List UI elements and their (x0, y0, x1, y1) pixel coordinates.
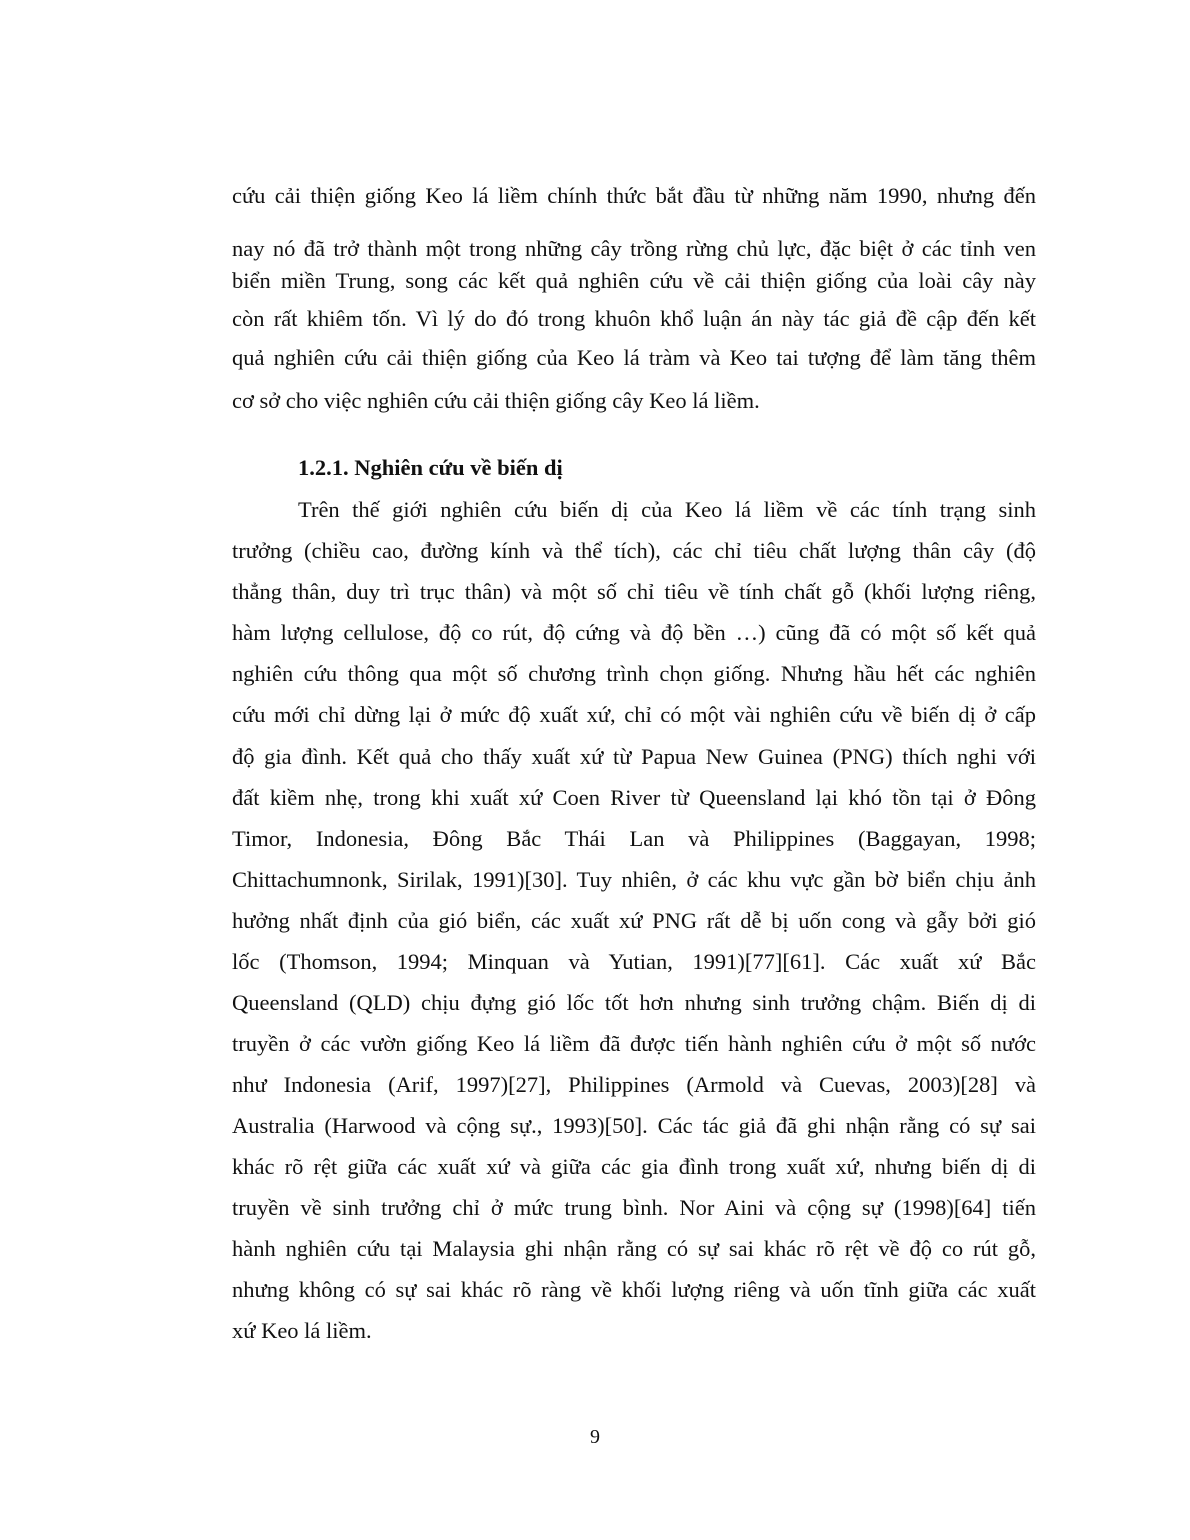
paragraph-line: khác rõ rệt giữa các xuất xứ và giữa các gia đình trong xuất xứ, nhưng biến dị di (232, 1154, 1036, 1179)
paragraph-line: lốc (Thomson, 1994; Minquan và Yutian, 1991)[77][61]. Các xuất xứ Bắc (232, 949, 1036, 974)
paragraph-line: cứu cải thiện giống Keo lá liềm chính thức bắt đầu từ những năm 1990, nhưng đến (232, 183, 1036, 208)
paragraph-line: quả nghiên cứu cải thiện giống của Keo lá tràm và Keo tai tượng để làm tăng thêm (232, 345, 1036, 370)
paragraph-line: xứ Keo lá liềm. (232, 1318, 372, 1343)
paragraph-line: nhưng không có sự sai khác rõ ràng về khối lượng riêng và uốn tĩnh giữa các xuất (232, 1277, 1036, 1302)
paragraph-line: Queensland (QLD) chịu đựng gió lốc tốt hơn nhưng sinh trưởng chậm. Biến dị di (232, 990, 1036, 1015)
paragraph-line: Australia (Harwood và cộng sự., 1993)[50]. Các tác giả đã ghi nhận rằng có sự sai (232, 1113, 1036, 1138)
paragraph-line: trưởng (chiều cao, đường kính và thể tích), các chỉ tiêu chất lượng thân cây (độ (232, 538, 1036, 563)
paragraph-line: hưởng nhất định của gió biển, các xuất xứ PNG rất dễ bị uốn cong và gẫy bởi gió (232, 908, 1036, 933)
paragraph-line: Chittachumnonk, Sirilak, 1991)[30]. Tuy nhiên, ở các khu vực gần bờ biển chịu ảnh (232, 867, 1036, 892)
paragraph-line: hàm lượng cellulose, độ co rút, độ cứng và độ bền …) cũng đã có một số kết quả (232, 620, 1036, 645)
paragraph-line: truyền về sinh trưởng chỉ ở mức trung bình. Nor Aini và cộng sự (1998)[64] tiến (232, 1195, 1036, 1220)
paragraph-line: đất kiềm nhẹ, trong khi xuất xứ Coen River từ Queensland lại khó tồn tại ở Đông (232, 785, 1036, 810)
page-number: 9 (590, 1426, 600, 1448)
paragraph-line: cứu mới chỉ dừng lại ở mức độ xuất xứ, chỉ có một vài nghiên cứu về biến dị ở cấp (232, 702, 1036, 727)
paragraph-line: như Indonesia (Arif, 1997)[27], Philippines (Armold và Cuevas, 2003)[28] và (232, 1072, 1036, 1097)
paragraph-line: nay nó đã trở thành một trong những cây trồng rừng chủ lực, đặc biệt ở các tỉnh ven (232, 236, 1036, 261)
paragraph-line: độ gia đình. Kết quả cho thấy xuất xứ từ Papua New Guinea (PNG) thích nghi với (232, 744, 1036, 769)
paragraph-line: biển miền Trung, song các kết quả nghiên cứu về cải thiện giống của loài cây này (232, 268, 1036, 293)
section-heading: 1.2.1. Nghiên cứu về biến dị (298, 455, 563, 480)
paragraph-line: cơ sở cho việc nghiên cứu cải thiện giống cây Keo lá liềm. (232, 388, 760, 413)
paragraph-line: còn rất khiêm tốn. Vì lý do đó trong khuôn khổ luận án này tác giả đề cập đến kết (232, 306, 1036, 331)
paragraph-line: Timor, Indonesia, Đông Bắc Thái Lan và Philippines (Baggayan, 1998; (232, 826, 1036, 851)
paragraph-line: hành nghiên cứu tại Malaysia ghi nhận rằng có sự sai khác rõ rệt về độ co rút gỗ, (232, 1236, 1036, 1261)
paragraph-line: truyền ở các vườn giống Keo lá liềm đã được tiến hành nghiên cứu ở một số nước (232, 1031, 1036, 1056)
paragraph-line: nghiên cứu thông qua một số chương trình chọn giống. Nhưng hầu hết các nghiên (232, 661, 1036, 686)
paragraph-line: thẳng thân, duy trì trục thân) và một số chỉ tiêu về tính chất gỗ (khối lượng riêng, (232, 579, 1036, 604)
paragraph-line: Trên thế giới nghiên cứu biến dị của Keo lá liềm về các tính trạng sinh (298, 497, 1036, 522)
